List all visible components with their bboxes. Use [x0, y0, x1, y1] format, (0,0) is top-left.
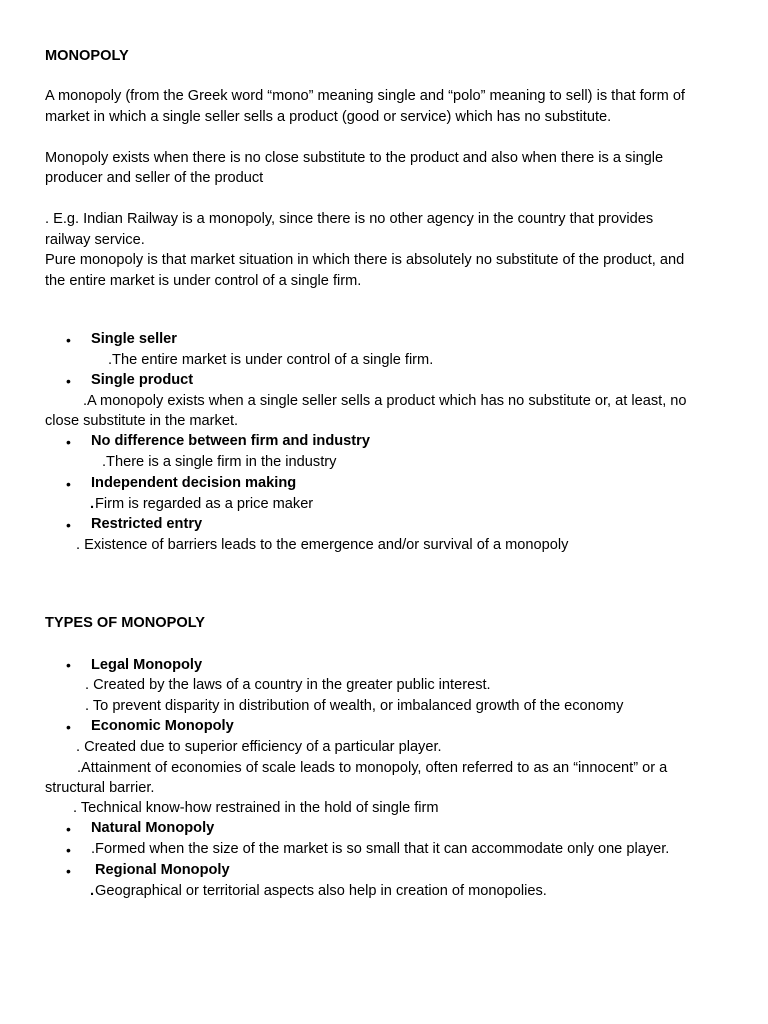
type-desc-regional: Geographical or territorial aspects also help in creation of monopolies.	[95, 883, 547, 899]
feature-desc-independent-decision: Firm is regarded as a price maker	[95, 496, 314, 512]
type-desc-economic-1: . Created due to superior efficiency of a particular player.	[76, 739, 442, 755]
feature-desc-independent-decision-dot: .	[90, 496, 95, 512]
feature-desc-no-difference: .There is a single firm in the industry	[102, 454, 337, 470]
feature-title-single-seller: Single seller	[91, 331, 177, 347]
bullet-icon: •	[66, 517, 71, 533]
feature-title-no-difference: No difference between firm and industry	[91, 433, 370, 449]
type-desc-legal-1: . Created by the laws of a country in the greater public interest.	[85, 677, 491, 693]
bullet-icon: •	[66, 719, 71, 735]
type-desc-economic-3: . Technical know-how restrained in the hold of single firm	[73, 800, 439, 816]
feature-desc-single-product-line-2: close substitute in the market.	[45, 413, 239, 429]
feature-title-single-product: Single product	[91, 372, 194, 388]
intro-paragraph-4-line-2: the entire market is under control of a single firm.	[45, 273, 362, 289]
intro-paragraph-3-line-2: railway service.	[45, 232, 145, 248]
feature-title-restricted-entry: Restricted entry	[91, 516, 203, 532]
type-title-natural: Natural Monopoly	[91, 820, 215, 836]
heading-types-of-monopoly: TYPES OF MONOPOLY	[45, 615, 206, 631]
type-desc-economic-2-line-2: structural barrier.	[45, 780, 155, 796]
feature-desc-restricted-entry: . Existence of barriers leads to the emergence and/or survival of a monopoly	[76, 537, 569, 553]
bullet-icon: •	[66, 821, 71, 837]
type-title-economic: Economic Monopoly	[91, 718, 234, 734]
type-title-legal: Legal Monopoly	[91, 657, 203, 673]
bullet-icon: •	[66, 373, 71, 389]
intro-paragraph-2-line-1: Monopoly exists when there is no close substitute to the product and also when there is a single	[45, 150, 664, 166]
feature-desc-single-product-line-1: .A monopoly exists when a single seller sells a product which has no substitute or, at least, no	[83, 393, 687, 409]
type-desc-regional-dot: .	[90, 883, 95, 899]
bullet-icon: •	[66, 434, 71, 450]
bullet-icon: •	[66, 863, 71, 879]
intro-paragraph-1-line-1: A monopoly (from the Greek word “mono” meaning single and “polo” meaning to sell) is that form of	[45, 88, 685, 104]
bullet-icon: •	[66, 842, 71, 858]
type-desc-legal-2: . To prevent disparity in distribution of wealth, or imbalanced growth of the economy	[85, 698, 624, 714]
intro-paragraph-1-line-2: market in which a single seller sells a product (good or service) which has no substitute.	[45, 109, 612, 125]
heading-monopoly: MONOPOLY	[45, 48, 129, 64]
bullet-icon: •	[66, 332, 71, 348]
intro-paragraph-2-line-2: producer and seller of the product	[45, 170, 264, 186]
intro-paragraph-3-line-1: . E.g. Indian Railway is a monopoly, since there is no other agency in the country that provides	[45, 211, 654, 227]
bullet-icon: •	[66, 476, 71, 492]
type-title-regional: Regional Monopoly	[95, 862, 230, 878]
type-desc-economic-2-line-1: .Attainment of economies of scale leads to monopoly, often referred to as an “innocent” or a	[77, 760, 668, 776]
bullet-icon: •	[66, 657, 71, 673]
type-desc-natural: .Formed when the size of the market is so small that it can accommodate only one player.	[91, 841, 670, 857]
intro-paragraph-4-line-1: Pure monopoly is that market situation in which there is absolutely no substitute of the product, and	[45, 252, 685, 268]
feature-desc-single-seller: .The entire market is under control of a single firm.	[108, 352, 434, 368]
feature-title-independent-decision: Independent decision making	[91, 475, 297, 491]
